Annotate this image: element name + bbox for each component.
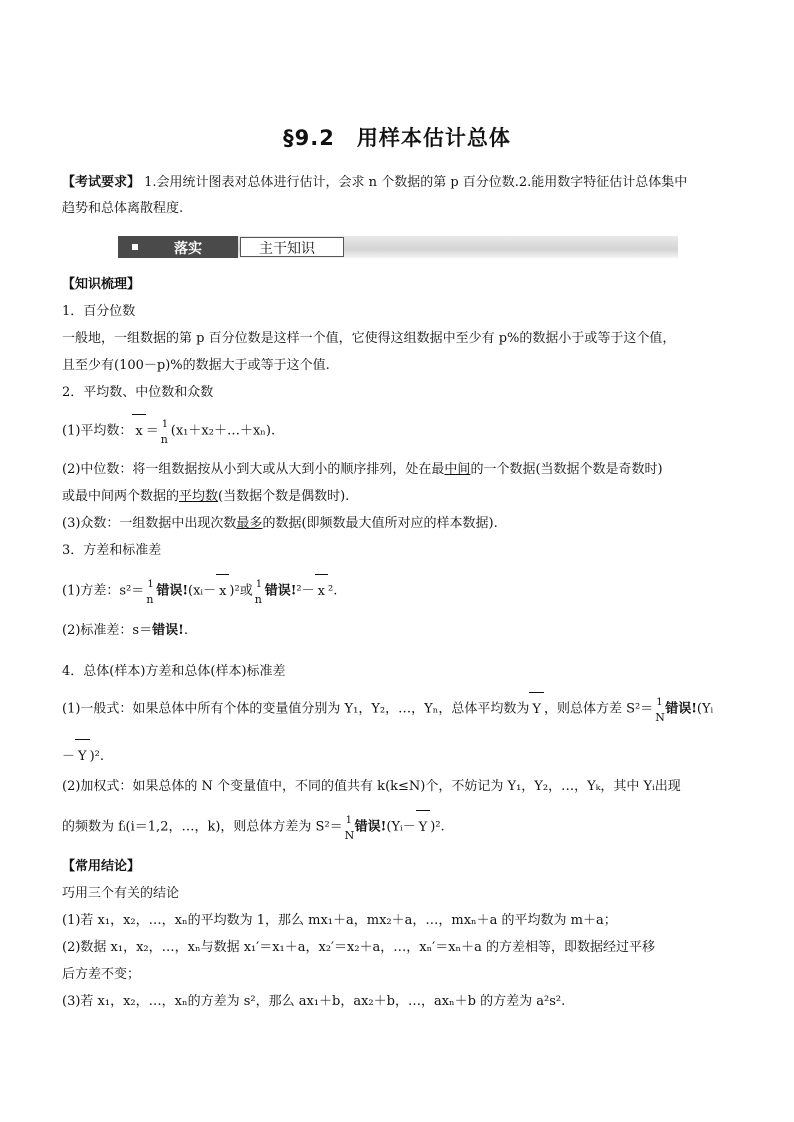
fraction-numerator: 1 [345, 815, 353, 826]
error-marker-2: 错误! [264, 583, 297, 599]
fraction-denominator: N [344, 829, 355, 842]
variance-part-3: ²－ [296, 583, 315, 599]
section-banner-left-label: 落实 [174, 241, 202, 257]
median-text-a: (2)中位数：将一组数据按从小到大或从大到小的顺序排列，处在最 [62, 462, 445, 477]
mean-tail: (x₁＋x₂＋…＋xₙ). [170, 423, 276, 439]
general-fraction [654, 697, 665, 724]
variance-formula [62, 579, 338, 606]
conclusion-2-line-1: (2)数据 x₁，x₂，…，xₙ与数据 x₁′＝x₁＋a，x₂′＝x₂＋a，…，xₙ′＝xₙ＋a 的方差相等，即数据经过平移 [62, 940, 656, 955]
error-marker-4: 错误! [665, 701, 697, 717]
section-3-title: 3．方差和标准差 [62, 543, 162, 558]
section-banner [118, 236, 678, 258]
variance-var-2: x [315, 583, 328, 601]
variance-part-2: )²或 [229, 583, 253, 599]
weighted-text-b: (Yᵢ－ [386, 819, 416, 835]
section-banner-right-label: 主干知识 [259, 241, 315, 257]
variance-fraction-1 [145, 579, 155, 606]
mean-fraction [160, 419, 170, 446]
mode-underlined: 最多 [236, 516, 263, 531]
conclusions-intro: 巧用三个有关的结论 [62, 886, 180, 901]
fraction-denominator: n [160, 433, 168, 446]
error-marker-5: 错误! [354, 819, 387, 835]
section-1-title: 1．百分位数 [62, 304, 136, 319]
common-conclusions-label: 【常用结论】 [62, 859, 141, 874]
fraction-numerator: 1 [147, 579, 154, 590]
general-var-2: Y [75, 748, 90, 766]
fraction-numerator: 1 [656, 697, 663, 708]
section-banner-left [118, 236, 238, 258]
section-1-line-1: 一般地，一组数据的第 p 百分位数是这样一个值，它使得这组数据中至少有 p%的数据小于或等于这个值， [62, 331, 676, 346]
fraction-numerator: 1 [255, 579, 263, 590]
general-text-b: ，则总体方差 S²＝ [543, 701, 654, 717]
fraction-denominator: N [655, 711, 665, 724]
stddev-formula [62, 622, 188, 640]
variance-part-1: (xᵢ－ [188, 583, 217, 599]
square-bullet-icon [132, 244, 138, 250]
median-underlined: 中间 [444, 462, 471, 477]
page-title: §9.2 用样本估计总体 [283, 126, 511, 150]
mean-prefix: (1)平均数： [62, 423, 133, 439]
section-1-line-2: 且至少有(100－p)%的数据大于或等于这个值. [62, 358, 330, 373]
mean-formula [62, 419, 276, 446]
mean-eq: ＝ [145, 423, 159, 439]
variance-prefix: (1)方差：s²＝ [62, 583, 145, 599]
general-var: Y [529, 701, 544, 719]
general-formula-line-1 [62, 697, 714, 724]
weighted-text-c: )². [430, 819, 445, 835]
weighted-var: Y [416, 819, 431, 837]
knowledge-label: 【知识梳理】 [62, 277, 141, 292]
weighted-fraction [344, 815, 355, 842]
error-marker: 错误! [156, 583, 189, 599]
variance-fraction-2 [254, 579, 264, 606]
weighted-line-2 [62, 815, 445, 842]
median-text-c: 或最中间两个数据的 [62, 489, 180, 504]
section-banner-right [240, 237, 344, 257]
mode-text-a: (3)众数：一组数据中出现次数 [62, 516, 237, 531]
weighted-text-a: 的频数为 fᵢ(i＝1,2，…，k)，则总体方差为 S²＝ [62, 819, 343, 835]
median-text-b: 的一个数据(当数据个数是奇数时) [470, 462, 663, 477]
exam-requirements [62, 174, 687, 192]
conclusion-2-line-2: 后方差不变； [62, 967, 141, 982]
variance-var: x [216, 583, 229, 601]
mode-text-b: 的数据(即频数最大值所对应的样本数据). [262, 516, 498, 531]
stddev-prefix: (2)标准差：s＝ [62, 623, 153, 638]
variance-part-4: ². [327, 583, 338, 599]
general-text-e: )². [89, 749, 105, 764]
exam-requirements-label: 【考试要求】 [62, 175, 141, 190]
section-4-title: 4．总体(样本)方差和总体(样本)标准差 [62, 664, 286, 679]
general-text-c: (Yᵢ [696, 701, 714, 717]
median-line-1 [62, 461, 663, 479]
mode-line [62, 515, 498, 533]
stddev-tail: . [183, 623, 188, 638]
exam-requirements-cont: 趋势和总体离散程度. [62, 201, 184, 216]
section-2-title: 2．平均数、中位数和众数 [62, 385, 214, 400]
conclusion-3: (3)若 x₁，x₂，…，xₙ的方差为 s²，那么 ax₁＋b，ax₂＋b，…，axₙ＋b 的方差为 a²s². [62, 994, 566, 1009]
median-text-d: (当数据个数是偶数时). [218, 489, 350, 504]
exam-requirements-text: 1.会用统计图表对总体进行估计，会求 n 个数据的第 p 百分位数.2.能用数字特征估计总体集中 [140, 175, 688, 190]
general-text-d: － [62, 749, 76, 764]
fraction-denominator: n [254, 593, 262, 606]
fraction-numerator: 1 [161, 419, 169, 430]
general-formula-line-2 [62, 748, 104, 766]
weighted-line-1: (2)加权式：如果总体的 N 个变量值中，不同的值共有 k(k≤N)个，不妨记为 Y₁，Y₂，…，Yₖ，其中 Yᵢ出现 [62, 779, 681, 794]
median-line-2 [62, 488, 349, 506]
median-underlined-2: 平均数 [179, 489, 219, 504]
error-marker-3: 错误! [152, 623, 184, 638]
conclusion-1: (1)若 x₁，x₂，…，xₙ的平均数为 1，那么 mx₁＋a，mx₂＋a，…，mxₙ＋a 的平均数为 m＋a； [62, 913, 617, 928]
mean-var: x [132, 423, 145, 441]
fraction-denominator: n [146, 593, 154, 606]
general-text-a: (1)一般式：如果总体中所有个体的变量值分别为 Y₁，Y₂，…，Yₙ，总体平均数为 [62, 701, 530, 717]
